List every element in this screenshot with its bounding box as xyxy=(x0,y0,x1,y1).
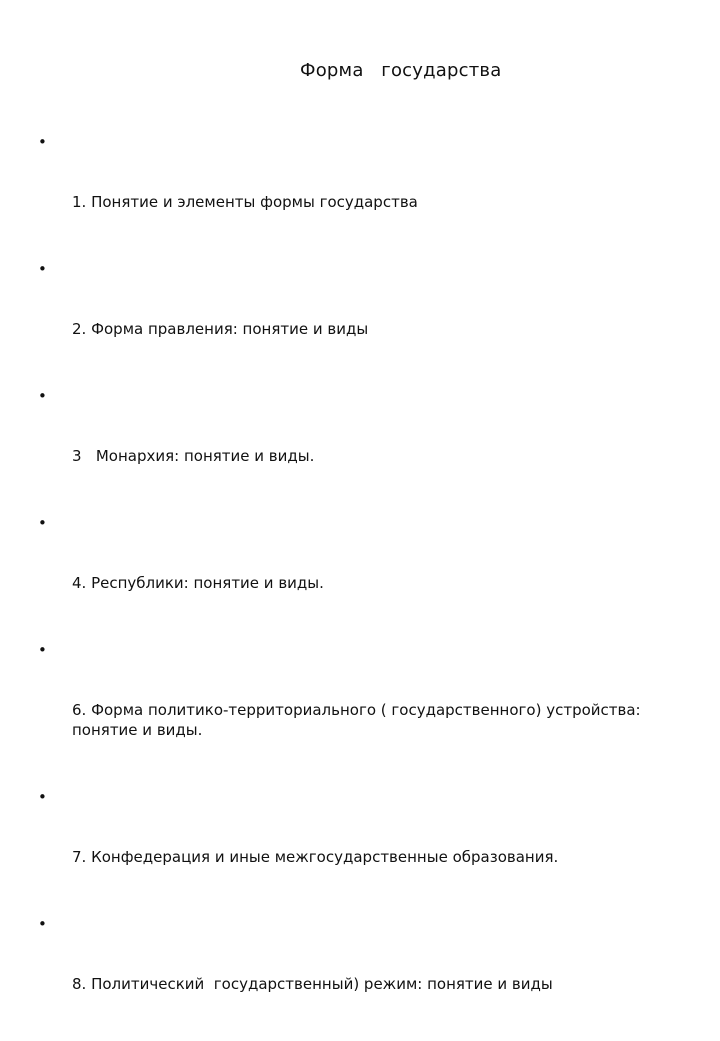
bullet-icon: • xyxy=(38,915,47,933)
list-item xyxy=(38,259,698,379)
bullet-icon: • xyxy=(38,641,47,659)
bullet-icon: • xyxy=(38,387,47,405)
list-item xyxy=(38,914,698,1034)
list-item-text: 8. Политический государственный) режим: понятие и виды xyxy=(72,975,553,993)
bullet-list xyxy=(38,132,698,1041)
bullet-icon: • xyxy=(38,133,47,151)
list-item-text: 3 Монархия: понятие и виды. xyxy=(72,447,315,465)
list-item xyxy=(38,787,698,907)
list-item xyxy=(38,513,698,633)
bullet-icon: • xyxy=(38,788,47,806)
list-item-text: 6. Форма политико-территориального ( государственного) устройства: понятие и виды. xyxy=(72,701,646,739)
list-item-text: 4. Республики: понятие и виды. xyxy=(72,574,324,592)
slide-title: Форма государства xyxy=(300,60,502,81)
list-item-text: 1. Понятие и элементы формы государства xyxy=(72,193,418,211)
list-item xyxy=(38,640,698,780)
list-item-text: 2. Форма правления: понятие и виды xyxy=(72,320,369,338)
list-item xyxy=(38,386,698,506)
list-item xyxy=(38,132,698,252)
bullet-icon: • xyxy=(38,260,47,278)
bullet-icon: • xyxy=(38,514,47,532)
list-item-text: 7. Конфедерация и иные межгосударственные образования. xyxy=(72,848,559,866)
